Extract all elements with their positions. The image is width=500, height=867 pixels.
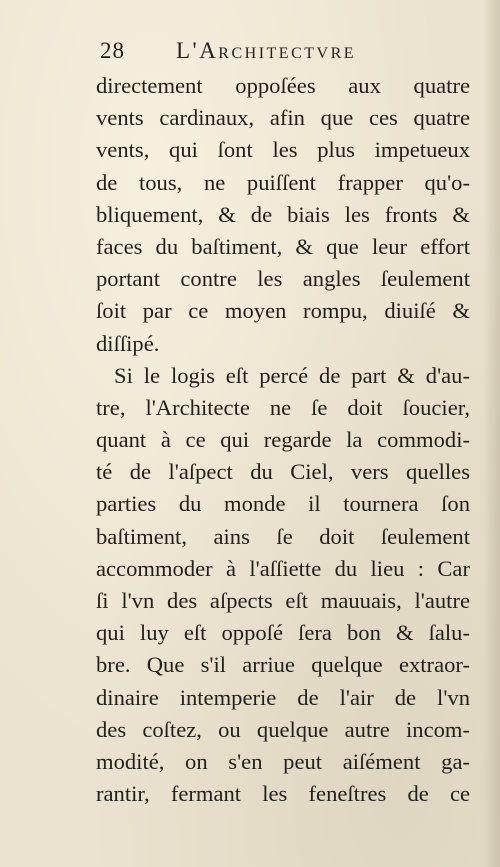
text-line: quant à ce qui regarde la commodi-	[96, 427, 470, 453]
text-line: des coſtez, ou quelque autre incom-	[96, 716, 470, 742]
text-line: qui luy eſt oppoſé ſera bon & ſalu-	[96, 620, 470, 646]
text-line: dinaire intemperie de l'air de l'vn	[96, 684, 470, 710]
text-line: portant contre les angles ſeulement	[96, 266, 470, 292]
text-line: faces du baſtiment, & que leur effort	[96, 233, 470, 259]
text-line: baſtiment, ains ſe doit ſeulement	[96, 523, 470, 549]
text-line: accommoder à l'aſſiette du lieu : Car	[96, 555, 470, 581]
text-line: tre, l'Architecte ne ſe doit ſoucier,	[96, 394, 470, 420]
body-text	[96, 70, 470, 810]
text-line: bre. Que s'il arriue quelque extraor-	[96, 652, 470, 678]
running-title: L'Architectvre	[176, 38, 357, 63]
text-line: vents, qui ſont les plus impetueux	[96, 137, 470, 163]
text-line: parties du monde il tournera ſon	[96, 491, 470, 517]
text-line: vents cardinaux, afin que ces quatre	[96, 105, 470, 131]
page-header	[100, 38, 480, 68]
text-line: ſi l'vn des aſpects eſt mauuais, l'autre	[96, 588, 470, 613]
text-line: rantir, fermant les feneſtres de ce	[96, 781, 470, 807]
text-line: bliquement, & de biais les fronts &	[96, 201, 470, 227]
page-edge-shadow	[482, 0, 500, 867]
paragraph-start-line: Si le logis eſt percé de part & d'au-	[114, 362, 470, 388]
page-number: 28	[100, 38, 125, 63]
text-line: ſoit par ce moyen rompu, diuiſé &	[96, 298, 470, 324]
paragraph-end-line: diſſipé.	[96, 330, 160, 356]
text-line: de tous, ne puiſſent frapper qu'o-	[96, 169, 470, 195]
text-line: directement oppoſées aux quatre	[96, 73, 470, 98]
text-line: té de l'aſpect du Ciel, vers quelles	[96, 459, 470, 485]
text-line: modité, on s'en peut aiſément ga-	[96, 748, 470, 774]
